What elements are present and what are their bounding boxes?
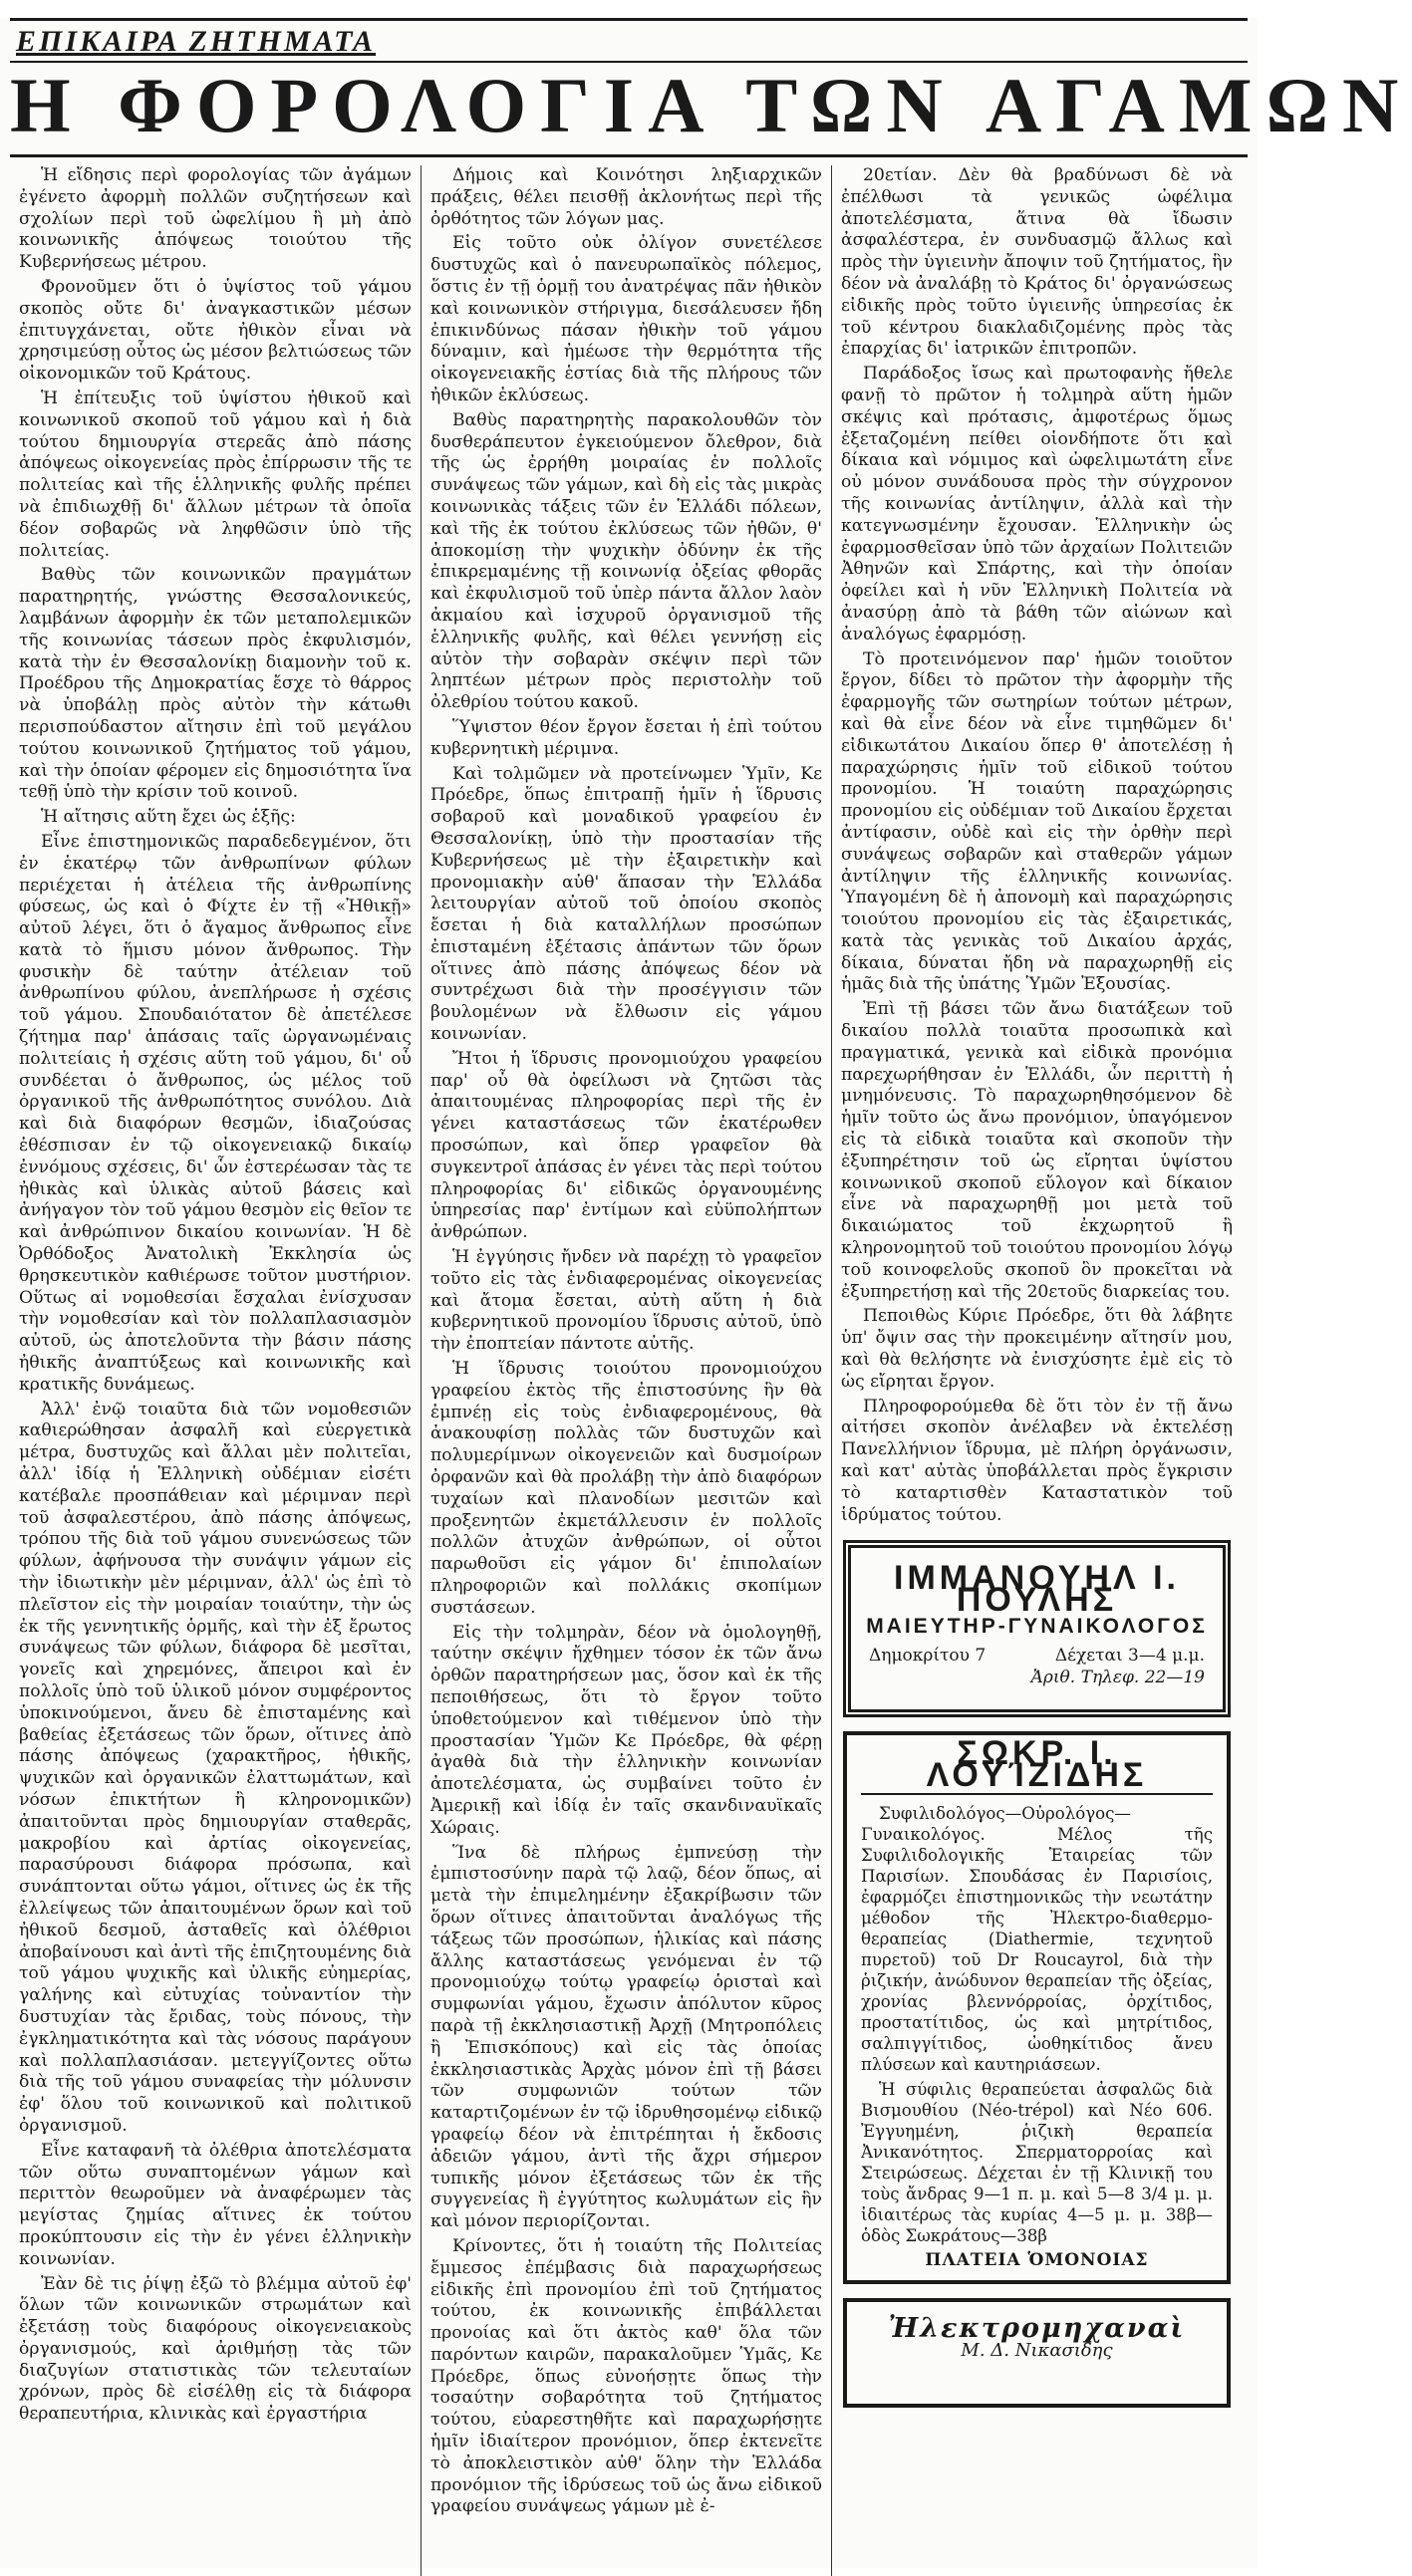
section-rubric: ΕΠΙΚΑΙΡΑ ΖΗΤΗΜΑΤΑ: [10, 18, 1248, 63]
paragraph: Δήμοις καὶ Κοινότησι ληξιαρχικῶν πράξεις, θέλει πεισθῇ ἀκλονήτως περὶ τῆς ὀρθότητος τῶν λόγων μας.: [430, 165, 822, 229]
advertisement-gynecologist: [843, 1540, 1231, 1717]
paragraph: Ἤτοι ἡ ἵδρυσις προνομιούχου γραφείου παρ' οὗ θὰ ὀφείλωσι νὰ ζητῶσι τὰς ἀπαιτουμένας πληροφορίας περὶ τῆς ἐν γένει καταστάσεως τῶν ἑκατέρωθεν προσώπων, καὶ ὅπερ γραφεῖον θὰ συγκεντροῖ ἁπάσας ἐν γένει τὰς περὶ τούτου πληροφορίας δι' εἰδικῶς ὀργανουμένης ὑπηρεσίας παρ' ἐντίμων καὶ εὐϋπολήπτων ἀνθρώπων.: [430, 1048, 822, 1243]
paragraph: Ἡ ἐπίτευξις τοῦ ὑψίστου ἠθικοῦ καὶ κοινωνικοῦ σκοποῦ τοῦ γάμου καὶ ἡ διὰ τούτου δημιουργία στερεᾶς ἀπὸ πάσης ἀπόψεως οἰκογενείας πρὸς ἐπίρρωσιν τῆς τε πολιτείας καὶ τῆς ἑλληνικῆς φυλῆς πρέπει νὰ ἐπιδιωχθῇ δι' ἄλλων μέτρων τὰ ὁποῖα δέον σοβαρῶς νὰ ληφθῶσιν ὑπὸ τῆς πολιτείας.: [19, 387, 412, 561]
ad-address: Δημοκρίτου 7: [869, 1645, 987, 1666]
paragraph: Παράδοξος ἴσως καὶ πρωτοφανὴς ἤθελε φανῇ τὸ πρῶτον ἡ τολμηρὰ αὕτη ἡμῶν σκέψις καὶ πρότασις, ἀμφοτέρως ὅμως ἐξεταζομένη πείθει οἱονδήποτε ὅτι καὶ δίκαια καὶ νόμιμος καὶ ὠφελιμωτάτη εἶνε οὐ μόνον συνάδουσα πρὸς τὴν σύγχρονον τῆς κοινωνίας ἀντίληψιν, ἀλλὰ καὶ τὴν κατεγνωσμένην ἔχουσαν. Ἑλληνικὴν ὡς ἐφαρμοσθεῖσαν ὑπὸ τῶν ἀρχαίων Πολιτειῶν Ἀθηνῶν καὶ Σπάρτης, καὶ τὴν ὁποίαν ὀφείλει καὶ ἡ νῦν Ἑλληνικὴ Πολιτεία νὰ ἀνασύρῃ ἀπὸ τὰ βάθη τῶν αἰώνων καὶ ἀναλόγως ἐφαρμόσῃ.: [841, 364, 1233, 644]
paragraph: Φρονοῦμεν ὅτι ὁ ὑψίστος τοῦ γάμου σκοπὸς οὔτε δι' ἀναγκαστικῶν μέσων ἐπιτυγχάνεται, οὔτε ἠθικὸν εἶναι νὰ χρησιμεύσῃ οὗτος ὡς μέσον βελτιώσεως τῶν οἰκονομικῶν τοῦ Κράτους.: [19, 276, 412, 385]
ad-owner: Μ. Δ. Νικασιδης: [961, 2339, 1113, 2361]
ad-doctor-name: ΣΩΚΡ. Ι. ΛΟΥΊΖΙΔΗΣ: [861, 1743, 1213, 1795]
advertisement-syphilologist: [843, 1731, 1231, 2283]
paragraph: Ἵνα δὲ πλήρως ἐμπνεύσῃ τὴν ἐμπιστοσύνην παρὰ τῷ λαῷ, δέον ὅπως, αἱ μετὰ τὴν ἐπιμελημένην ἐξακρίβωσιν τῶν ὅρων οἵτινες ἀπαιτοῦνται ἀναλόγως τῆς τάξεως τῶν προσώπων, ἡλικίας καὶ πάσης ἄλλης καταστάσεως γενόμεναι ἐν τῷ προνομιούχῳ τούτῳ γραφείῳ ὁρισταὶ καὶ συμφωνίαι γάμου, ἔχωσιν ἀπόλυτον κῦρος παρὰ τῇ ἐκκλησιαστικῇ Ἀρχῇ (Μητροπόλεις ἢ Ἐπισκόπους) καὶ εἰς τὰς ὁποίας ἐκκλησιαστικὰς Ἀρχὰς μόνον ἐπὶ τῇ βάσει τῶν συμφωνιῶν τούτων τῶν καταρτιζομένων ἐν τῷ ἱδρυθησομένῳ εἰδικῷ γραφείῳ δέον νὰ ἐπιτρέπηται ἡ ἔκδοσις ἀδειῶν γάμου, ἀντὶ τῆς ἄχρι σήμερον τυπικῆς μόνον ἐξετάσεως τῶν ἐκ τῆς συγγενείας ἢ ἐγγύτητος κωλυμάτων εἰς ἣν καὶ μόνον περιορίζονται.: [430, 1842, 822, 2232]
paragraph: Ἡ ἐγγύησις ἤνδεν νὰ παρέχῃ τὸ γραφεῖον τοῦτο εἰς τὰς ἐνδιαφερομένας οἰκογενείας καὶ ἄτομα ἔσεται, αὐτὴ αὕτη ἡ διὰ κυβερνητικοῦ προνομίου ἵδρυσις αὐτοῦ, ὑπὸ τὴν ἐποπτείαν πάντοτε αὐτῆς.: [430, 1247, 822, 1355]
ad-doctor-title: ΜΑΙΕΥΤΗΡ-ΓΥΝΑΙΚΟΛΟΓΟΣ: [866, 1615, 1208, 1638]
paragraph: Πεποιθὼς Κύριε Πρόεδρε, ὅτι θὰ λάβητε ὑπ' ὄψιν σας τὴν προκειμένην αἴτησίν μου, καὶ θὰ θελήσητε νὰ ἐνισχύσητε ἐμὲ εἰς τὸ ὡς εἴρηται ἔργον.: [841, 1306, 1233, 1392]
advertisement-electric-machines: [843, 2298, 1231, 2408]
paragraph: Εἰς τοῦτο οὐκ ὀλίγον συνετέλεσε δυστυχῶς καὶ ὁ πανευρωπαϊκὸς πόλεμος, ὅστις ἐν τῇ ὁρμῇ του ἀνατρέψας πᾶν ἠθικὸν καὶ κοινωνικὸν στήριγμα, διεσάλευσεν ἤδη ἐπικινδύνως πάσαν ἠθικὴν τοῦ γάμου δύναμιν, καὶ ἠμέωσε τὴν θερμότητα τῆς οἰκογενειακῆς ἑστίας διὰ τῆς πλήρους τῶν ἠθικῶν ἐκλύσεως.: [430, 233, 822, 405]
paragraph: Ἐπὶ τῇ βάσει τῶν ἄνω διατάξεων τοῦ δικαίου πολλὰ τοιαῦτα προσωπικὰ καὶ πραγματικά, γενικὰ καὶ εἰδικὰ προνόμια παρεχωρήθησαν ἐν Ἑλλάδι, ὧν περιττὴ ἡ μνημόνευσις. Τὸ παραχωρηθησόμενον δὲ ἡμῖν τοῦτο ὡς ἄνω προνόμιον, ὑπαγόμενον εἰς τὰ εἰδικὰ τοιαῦτα καὶ σκοποῦν τὴν ἐξυπηρέτησιν τοῦ ὡς εἴρηται ὑψίστου κοινωνικοῦ σκοποῦ εὔλογον καὶ δίκαιον εἶνε νὰ παραχωρηθῇ μοι μετὰ τοῦ δικαιώματος τοῦ ἐκχωρητοῦ ἢ κληρονομητοῦ τοῦ τοιούτου προνομίου λόγῳ τοῦ κοινοφελοῦς σκοποῦ ὃν προκεῖται νὰ ἐξυπηρετήσῃ καὶ τῆς 20ετοῦς διαρκείας του.: [841, 999, 1233, 1302]
paragraph: Τὸ προτεινόμενον παρ' ἡμῶν τοιοῦτον ἔργον, δίδει τὸ πρῶτον τὴν ἀφορμὴν τῆς ἐφαρμογῆς τῶν σωτηρίων τούτων μέτρων, καὶ θὰ εἶνε δέον νὰ εἶνε τιμηθῶμεν δι' εἰδικωτάτου Δικαίου ὅπερ θ' ἀποτελέσῃ ἡ παραχώρησις ἡμῖν τοῦ εἰδικοῦ τούτου προνομίου. Ἡ τοιαύτη παραχώρησις προνομίου εἰς οὐδέμιαν τοῦ Δικαίου ἔρχεται ἀντίφασιν, οὐδὲ καὶ εἰς τὴν ὀρθὴν περὶ συνάψεως σοβαρῶν καὶ σταθερῶν γάμων ἀντίληψιν τῆς ἑλληνικῆς κοινωνίας. Ὑπαγομένη δὲ ἡ ἀπονομὴ καὶ παραχώρησις τοιούτου προνομίου εἰς τὰς ἐξαιρετικάς, κατὰ τὰς γενικὰς τοῦ Δικαίου ἀρχάς, δίκαια, δύναται ἤδη νὰ παραχωρηθῇ εἰς ἡμᾶς διὰ τῆς ὑπάτης Ὑμῶν Ἐξουσίας.: [841, 648, 1233, 995]
column-3: [831, 165, 1242, 2576]
paragraph: Κρίνοντες, ὅτι ἡ τοιαύτη τῆς Πολιτείας ἔμμεσος ἐπέμβασις διὰ παραχωρήσεως εἰδικῆς ἐπὶ προνομίου ἐπὶ τοῦ ζητήματος τούτου, ἐκ κοινωνικῆς ἐπιβάλλεται προνοίας καὶ ὅτι ἀκτὸς καθ' ὅλα τῶν παρόντων καιρῶν, παρακαλοῦμεν Ὑμᾶς, Κε Πρόεδρε, ὅπως εὐνοήσῃτε ὅπως τὴν τοσαύτην σοβαρότητα τοῦ ζητήματος τούτου, εὐαρεστηθῆτε καὶ παραχωρήσῃτε ἡμῖν ἰδιαίτερον προνόμιον, ὅπερ ἐκτενεῖτε τὸ ἀποκλειστικὸν αὐθ' ὅλην τὴν Ἑλλάδα προνόμιον τῆς ἱδρύσεως τοῦ ὡς ἄνω εἰδικοῦ γραφείου συνάψεως γάμων μὲ ἐ-: [430, 2235, 822, 2517]
paragraph: 20ετίαν. Δὲν θὰ βραδύνωσι δὲ νὰ ἐπέλθωσι τὰ γενικῶς ὠφέλιμα ἀποτελέσματα, ἅτινα θὰ ἴδωσιν ἀσφαλέστερα, ἐν συνδυασμῷ ἄλλως καὶ πρὸς τὴν ὑγιεινὴν ἄποψιν τοῦ ζητήματος, ἣν δέον νὰ ἀναλάβῃ τὸ Κράτος δι' ὀργανώσεως εἰδικῆς πρὸς τοῦτο ὑγιεινῆς ὑπηρεσίας ἐκ τοῦ κέντρου διακλαδιζομένης πρὸς τὰς ἐπαρχίας δι' ἰατρικῶν ἐπιτροπῶν.: [841, 165, 1233, 360]
paragraph: Ἡ αἴτησις αὕτη ἔχει ὡς ἑξῆς:: [41, 807, 296, 828]
ad-paragraph: Ἡ σύφιλις θεραπεύεται ἀσφαλῶς διὰ Βισμουθίου (Néo-trépol) καὶ Νέο 606. Ἐγγυημένη, ῥιζικὴ θεραπεία Ἀνικανότητος. Σπερματορροίας καὶ Στειρώσεως. Δέχεται ἐν τῇ Κλινικῇ του τοὺς ἄνδρας 9—1 π. μ. καὶ 5—8 3/4 μ. μ. ἰδιαιτέρως τὰς κυρίας 4—5 μ. μ. 38β—ὁδὸς Σωκράτους—38β: [861, 2080, 1213, 2245]
paragraph: Εἶνε ἐπιστημονικῶς παραδεδεγμένον, ὅτι ἐν ἑκατέρῳ τῶν ἀνθρωπίνων φύλων περιέχεται ἡ ἀτέλεια τῆς ἀνθρωπίνης φύσεως, ὡς καὶ ὁ Φίχτε ἐν τῇ «Ἠθικῇ» αὐτοῦ λέγει, ὅτι ὁ ἄγαμος ἄνθρωπος εἶνε κατὰ τὸ ἥμισυ μόνον ἄνθρωπος. Τὴν φυσικὴν δὲ ταύτην ἀτέλειαν τοῦ ἀνθρωπίνου φύλου, ἀνεπλήρωσε ἡ σχέσις τοῦ γάμου. Σπουδαιότατον δὲ ἀπετέλεσε ζήτημα παρ' ἁπάσαις ταῖς ὠργανωμέναις πολιτείαις ἡ σχέσις αὕτη τοῦ γάμου, δι' οὗ συνδέεται ὁ ἄνθρωπος, ὡς μέλος τοῦ ὀργανικοῦ τῆς ἀνθρωπότητος συνόλου. Διὰ καὶ διὰ διαφόρων θεσμῶν, ἰδιαζούσας ἐθέσπισαν ἐν τῷ οἰκογενειακῷ δικαίῳ ἐννόμους σχέσεις, δι' ὧν ἐστερέωσαν τὰς τε ἠθικὰς καὶ ὑλικὰς αὐτοῦ βάσεις καὶ ἀνήγαγον τὸν τοῦ γάμου θεσμὸν εἰς θεῖον τε καὶ ἀνθρώπινον δικαίου κοινωνίαν. Ἡ δὲ Ὀρθόδοξος Ἀνατολικὴ Ἐκκλησία ὡς θρησκευτικὸν καθιέρωσε τοῦτον μυστήριον. Οὕτως αἱ νομοθεσίαι ἔσχαλαι ἐνίσχυσαν τὴν νομοθεσίαν καὶ τὸν πολλαπλασιασμὸν αὐτοῦ, ὡς ἀποτελοῦντα τὴν βάσιν πάσης ἠθικῆς ἀναπτύξεως καὶ κοινωνικῆς καὶ κρατικῆς δυνάμεως.: [19, 831, 412, 1395]
paragraph: Ἡ εἴδησις περὶ φορολογίας τῶν ἀγάμων ἐγένετο ἀφορμὴ πολλῶν συζητήσεων καὶ σχολίων περὶ τοῦ ὠφελίμου ἢ μὴ ἀπὸ κοινωνικῆς ἀπόψεως τοιούτου τῆς Κυβερνήσεως μέτρου.: [19, 165, 412, 273]
paragraph: Καὶ τολμῶμεν νὰ προτείνωμεν Ὑμῖν, Κε Πρόεδρε, ὅπως ἐπιτραπῇ ἡμῖν ἡ ἵδρυσις σοβαροῦ καὶ μοναδικοῦ γραφείου ἐν Θεσσαλονίκῃ, ὑπὸ τὴν προστασίαν τῆς Κυβερνήσεως μὲ τὴν ἐξαιρετικὴν καὶ προνομιακὴν αὐθ' ἅπασαν τὴν Ἑλλάδα λειτουργίαν αὐτοῦ τοῦ ὁποίου σκοπὸς ἔσεται ἡ διὰ καταλλήλων προσώπων ἐπισταμένη ἐξέτασις ἁπάντων τῶν ὅρων οἵτινες ἀπὸ πάσης ἀπόψεως δέον νὰ συντρέχωσι διὰ τὴν προσέγγισιν τῶν βουλομένων νὰ ἔλθωσιν εἰς γάμου κοινωνίαν.: [430, 763, 822, 1045]
paragraph: Ἐὰν δὲ τις ῥίψῃ ἐξῶ τὸ βλέμμα αὐτοῦ ἐφ' ὅλων τῶν κοινωνικῶν στρωμάτων καὶ ἐξετάσῃ τοὺς διαφόρους οἰκογενειακοὺς ὀργανισμούς, καὶ ἀριθμήσῃ τὰς τῶν διαζυγίων στατιστικὰς τῶν τελευταίων χρόνων, πρὸς δὲ εἰσέλθῃ εἰς τὰ διάφορα θεραπευτήρια, κλινικὰς καὶ ἐργαστήρια: [19, 2273, 412, 2425]
paragraph: Ἡ ἵδρυσις τοιούτου προνομιούχου γραφείου ἐκτὸς τῆς ἐπιστοσύνης ἣν θὰ ἐμπνέῃ εἰς τοὺς ἐνδιαφερομένους, θὰ ἀνακουφίσῃ πολλὰς τῶν δυστυχῶν καὶ πολυμερίμνων οἰκογενειῶν καὶ δυσμοίρων ὀρφανῶν καὶ θὰ προλάβῃ τὴν ἀπὸ διαφόρων τυχαίων καὶ πλανοδίων μεσιτῶν καὶ προξενητῶν ἐκμετάλλευσιν ἐν πολλοῖς πολλῶν ἀτυχῶν ἀνθρώπων, οἱ οὗτοι παρωθοῦσι εἰς γάμον δι' ἐπιπολαίων πληροφοριῶν καὶ πολλάκις σκοπίμων συστάσεων.: [430, 1359, 822, 1618]
ad-title: Ἠλεκτρομηχαναὶ: [888, 2312, 1186, 2344]
ad-address: ΠΛΑΤΕΙΑ ὉΜΟΝΟΙΑΣ: [925, 2250, 1149, 2270]
paragraph: Βαθὺς τῶν κοινωνικῶν πραγμάτων παρατηρητής, γνώστης Θεσσαλονικεύς, λαμβάνων ἀφορμὴν ἐκ τῶν μεταπολεμικῶν τῆς κοινωνίας τάσεων πρὸς ἐκφυλισμόν, κατὰ τὴν ἐν Θεσσαλονίκῃ διαμονὴν τοῦ κ. Προέδρου τῆς Δημοκρατίας ἔσχε τὸ θάρρος νὰ ὑποβάλῃ πρὸς αὐτὸν τὴν κάτωθι περισπούδαστον αἴτησιν ἐπὶ τοῦ μεγάλου τούτου κοινωνικοῦ ζητήματος τοῦ γάμου, καὶ τὴν ὁποίαν φέρομεν εἰς δημοσιότητα ἵνα τεθῇ ὑπὸ τὴν κρίσιν τοῦ κοινοῦ.: [19, 565, 412, 803]
article-columns: [10, 165, 1248, 2576]
ad-info-row: [859, 1646, 1215, 1668]
column-2: [421, 165, 831, 2576]
paragraph: Εἶνε καταφανῆ τὰ ὀλέθρια ἀποτελέσματα τῶν οὕτω συναπτομένων γάμων καὶ περιττὸν θεωροῦμεν νὰ ἀναφέρωμεν τὰς μεγίστας ζημίας αἵτινες ἐκ τούτου προκύπτουσιν εἰς τὴν ἐν γένει ἑλληνικὴν κοινωνίαν.: [19, 2140, 412, 2269]
paragraph: Ὕψιστον θέον ἔργον ἔσεται ἡ ἐπὶ τούτου κυβερνητικὴ μέριμνα.: [430, 716, 822, 759]
ad-body: [861, 1803, 1213, 2246]
paragraph: Πληροφορούμεθα δὲ ὅτι τὸν ἐν τῇ ἄνω αἰτήσει σκοπὸν ἀνέλαβεν νὰ ἐκτελέσῃ Πανελλήνιον ἵδρυμα, μὲ πλήρη ὀργάνωσιν, καὶ κατ' αὐτὰς ὑποβάλλεται πρὸς ἔγκρισιν τὸ καταρτισθὲν Καταστατικὸν τοῦ ἱδρύματος τούτου.: [841, 1396, 1233, 1525]
ad-doctor-name: ΙΜΜΑΝΟΥΗΛ Ι. ΠΟΥΛΗΣ: [894, 1559, 1180, 1620]
column-1: [10, 165, 421, 2576]
newspaper-page: [0, 18, 1412, 2568]
paragraph: Βαθὺς παρατηρητὴς παρακολουθῶν τὸν δυσθεράπευτον ἐγκειούμενον ὄλεθρον, διὰ τῆς ὡς ἐρρήθη μοιραίας ἐν πολλοῖς συνάψεως τῶν γάμων, καὶ δὴ εἰς τὰς μικρὰς κοινωνικὰς τάξεις τῶν ἐν Ἑλλάδι πόλεων, καὶ τῆς ἐκ τούτου ἐκλύσεως τῶν ἠθῶν, θ' ἀποκομίσῃ τὴν ψυχικὴν ὀδύνην ἐκ τῆς ἐπικρεμαμένης τῇ κοινωνίᾳ ὀξείας φθορᾶς καὶ ἐκφυλισμοῦ τοῦ ὑπὲρ πάντα ἄλλον λαὸν ἀκμαίου καὶ ἰσχυροῦ ὀργανισμοῦ τῆς ἑλληνικῆς φυλῆς, καὶ θέλει γεννήσῃ εἰς αὐτὸν τὴν σοβαρὰν σκέψιν περὶ τῶν ληπτέων μέτρων πρὸς περιστολὴν τοῦ ὀλεθρίου τούτου κακοῦ.: [430, 409, 822, 713]
paragraph: Εἰς τὴν τολμηρὰν, δέον νὰ ὁμολογηθῇ, ταύτην σκέψιν ἤχθημεν τόσον ἐκ τῶν ἄνω ὀρθῶν παρατηρήσεων μας, ὅσον καὶ ἐκ τῆς πεποιθήσεως, ὅτι τὸ ἔργον τοῦτο ὑποθετούμενον καὶ τιθέμενον ὑπὸ τὴν προστασίαν Ὑμῶν Κε Πρόεδρε, θὰ φέρῃ ἀγαθὰ διὰ τὴν ἑλληνικὴν κοινωνίαν ἀποτελέσματα, ὡς συμβαίνει τοῦτο ἐν Ἀμερικῇ καὶ ἰδίᾳ ἐν ταῖς σκανδιναυϊκαῖς Χώραις.: [430, 1622, 822, 1838]
ad-phone: Ἀριθ. Τηλεφ. 22—19: [1030, 1667, 1205, 1687]
article-headline: Η ΦΟΡΟΛΟΓΙΑ ΤΩΝ ΑΓΑΜΩΝ: [10, 63, 1248, 157]
ad-paragraph: Συφιλιδολόγος—Οὐρολόγος—Γυναικολόγος. Μέλος τῆς Συφιλιδολογικῆς Ἑταιρείας τῶν Παρισίων. Σπουδάσας ἐν Παρισίοις, ἐφαρμόζει ἐπιστημονικῶς τὴν νεωτάτην μέθοδον τῆς Ἠλεκτρο-διαθερμο-θεραπείας (Diathermie, τεχνητοῦ πυρετοῦ) τοῦ Dr Roucayrol, διὰ τὴν ῥιζικήν, ἀνώδυνον θεραπείαν τῆς ὀξείας, χρονίας βλεννόρροίας, ὀρχίτιδος, προστατίτιδος, ὡς καὶ μητρίτιδος, σαλπιγγίτιδος, ὠοθηκίτιδος ἄνευ πλύσεων καὶ καυτηριάσεων.: [861, 1804, 1213, 2074]
ad-hours: Δέχεται 3—4 μ.μ.: [1054, 1645, 1205, 1666]
paragraph: Ἀλλ' ἐνῷ τοιαῦτα διὰ τῶν νομοθεσιῶν καθιερώθησαν ἀσφαλῆ καὶ εὐεργετικὰ μέτρα, δυστυχῶς καὶ ἄλλαι μὲν πολιτεῖαι, ἀλλ' ἰδίᾳ ἡ Ἑλληνικὴ οὐδέμιαν εἰσέτι κατέβαλε προσπάθειαν καὶ μέριμναν περὶ τοῦ ἀσφαλεστέρου, ἀπὸ πάσης ἀπόψεως, τρόπου τῆς διὰ τοῦ γάμου συνενώσεως τῶν φύλων, ἀφήνουσα τὴν συνάψιν γάμων εἰς τὴν ἰδιωτικὴν μὲν μέριμναν, ἀλλ' ὡς ἐπὶ τὸ πλεῖστον εἰς τὴν μοιραίαν τοιαύτην, τὴν ὡς ἐκ τῆς γεννητικῆς ὁρμῆς, καὶ τὴν ἐξ ἔρωτος συνάψεως τῶν φύλων, διάφορα δὲ μεσῖται, γονεῖς καὶ χηρεμόνες, ἄπειροι καὶ ἐν πολλοῖς ὑπὸ τοῦ ὑλικοῦ μόνον συμφέροντος ὑποκινούμενοι, ἄνευ δὲ ἐπισταμένης καὶ βαθείας ἐξετάσεως τῶν ὅρων, οἵτινες ἀπὸ πάσης ἀπόψεως (χαρακτῆρος, ἠθικῆς, ψυχικῶν καὶ ὀργανικῶν ἐλαττωμάτων, καὶ νόσων ἐπικτήτων ἢ κληρονομικῶν) ἀπαιτοῦνται πρὸς δημιουργίαν σταθερᾶς, μακροβίου καὶ ἀρτίας οἰκογενείας, παρασύρουσι διάφορα πρόσωπα, καὶ συνάπτονται οὕτω γάμοι, οἵτινες ὡς ἐκ τῆς ἐλλείψεως τῶν ἀπαιτουμένων ὅρων καὶ τοῦ ἠθικοῦ δεσμοῦ, ἀσταθεῖς καὶ ὀλέθριοι ἀποβαίνουσι καὶ ἀντὶ τῆς ἐπιζητουμένης διὰ τοῦ γάμου ψυχικῆς καὶ ὑλικῆς εὐημερίας, γαλήνης καὶ εὐτυχίας τοὐναντίον τὴν δυστυχίαν τὰς ἔριδας, τοὺς πόνους, τὴν ἐγκληματικότητα καὶ τὰς νόσους παράγουν καὶ πολλαπλασιάσαν. μετεγγίζοντες οὕτω διὰ τῆς τοῦ γάμου συναφείας τὴν μόλυνσιν ἐφ' ὅλου τοῦ κοινωνικοῦ καὶ πολιτικοῦ ὀργανισμοῦ.: [19, 1399, 412, 2136]
